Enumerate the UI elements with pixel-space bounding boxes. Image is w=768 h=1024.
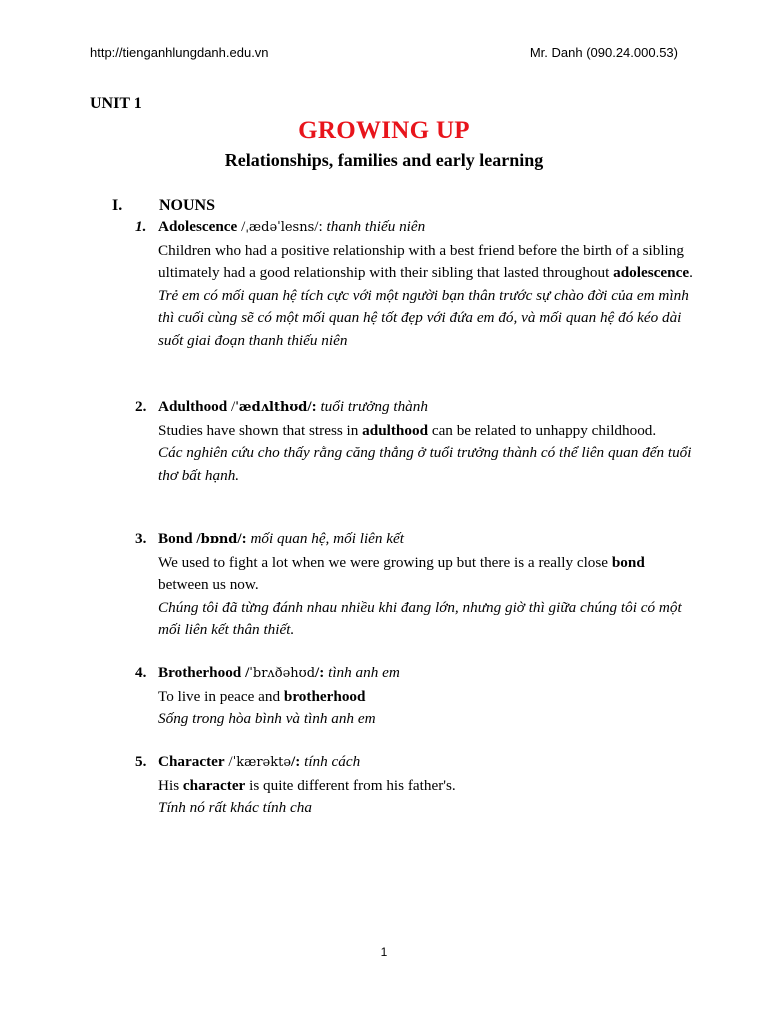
entry-headword-line: 5. Character /ˈkærəktə/: tính cách <box>135 751 695 775</box>
page-title: GROWING UP <box>298 117 470 144</box>
entry-ipa: ˈædʌlthʊd <box>235 400 308 415</box>
entry-translation: Tính nó rất khác tính cha <box>158 799 312 816</box>
entry-translation: Sống trong hòa bình và tình anh em <box>158 710 376 727</box>
entry-headword-line: 3. Bond /bɒnd/: mối quan hệ, mối liên kết <box>135 528 695 552</box>
example-keyword: adulthood <box>362 421 429 439</box>
entry-headword-line: 4. Brotherhood /ˈbrʌðəhʊd/: tình anh em <box>135 662 695 686</box>
entry-example: Studies have shown that stress in adulthood can be related to unhappy childhood. <box>158 421 657 439</box>
entry-headword-line: 1. Adolescence /ˌædəˈlesns/: thanh thiếu niên <box>135 216 695 240</box>
entry-number: 4. <box>135 664 147 681</box>
entry-number: 3. <box>135 530 147 547</box>
section-heading <box>112 197 215 215</box>
entry-word: Brotherhood <box>158 664 242 681</box>
vocab-entry <box>135 751 695 820</box>
example-keyword: character <box>182 776 246 794</box>
entry-meaning: thanh thiếu niên <box>326 218 426 235</box>
entry-word: Bond <box>158 530 193 547</box>
vocab-entry <box>135 396 695 487</box>
entry-example: Children who had a positive relationship with a best friend before the birth of a sibling ultimately had a good relationship with their sibling that lasted throughout adolescence. <box>158 241 693 281</box>
section-numeral: I. <box>112 197 123 214</box>
entry-ipa: bɒnd <box>200 532 238 547</box>
entry-meaning: mối quan hệ, mối liên kết <box>250 530 404 547</box>
entry-number: 1. <box>135 218 147 235</box>
header-url: http://tienganhlungdanh.edu.vn <box>90 45 269 60</box>
entry-meaning: tính cách <box>304 753 361 770</box>
entry-word: Adulthood <box>158 398 228 415</box>
page-subtitle: Relationships, families and early learning <box>224 150 544 170</box>
unit-label: UNIT 1 <box>90 95 142 112</box>
entry-ipa: ˈbrʌðəhʊd <box>249 666 316 681</box>
entry-meaning: tuổi trưởng thành <box>320 398 428 415</box>
vocab-entry <box>135 528 695 642</box>
entry-number: 2. <box>135 398 147 415</box>
entry-number: 5. <box>135 753 147 770</box>
entry-example: We used to fight a lot when we were growing up but there is a really close bond between us now. <box>158 553 645 593</box>
vocab-entry <box>135 662 695 731</box>
page-number: 1 <box>380 945 388 959</box>
vocab-entry <box>135 216 695 352</box>
entry-example: To live in peace and brotherhood <box>158 687 366 705</box>
entry-ipa: ˌædəˈlesns <box>245 220 315 235</box>
entry-ipa: ˈkærəktə <box>232 755 292 770</box>
entry-word: Adolescence <box>158 218 238 235</box>
entry-headword-line: 2. Adulthood /ˈædʌlthʊd/: tuổi trưởng thành <box>135 396 695 420</box>
entry-translation: Chúng tôi đã từng đánh nhau nhiều khi đang lớn, nhưng giờ thì giữa chúng tôi có một mối liên kết thân thiết. <box>158 598 682 638</box>
entry-word: Character <box>158 753 225 770</box>
example-keyword: bond <box>611 553 645 571</box>
example-keyword: brotherhood <box>283 687 366 705</box>
entry-example: His character is quite different from his father's. <box>158 776 456 794</box>
section-title: NOUNS <box>159 197 216 214</box>
entry-translation: Trẻ em có mối quan hệ tích cực với một người bạn thân trước sự chào đời của em mình thì cuối cùng sẽ có một mối quan hệ tốt đẹp với đứa em đó, và mối quan hệ đó kéo dài suốt giai đoạn thanh thiếu niên <box>158 286 689 349</box>
entry-meaning: tình anh em <box>328 664 400 681</box>
header-author: Mr. Danh (090.24.000.53) <box>529 45 678 60</box>
entry-translation: Các nghiên cứu cho thấy rằng căng thẳng ở tuổi trưởng thành có thể liên quan đến tuổi thơ bất hạnh. <box>158 444 692 484</box>
example-keyword: adolescence <box>613 264 690 281</box>
